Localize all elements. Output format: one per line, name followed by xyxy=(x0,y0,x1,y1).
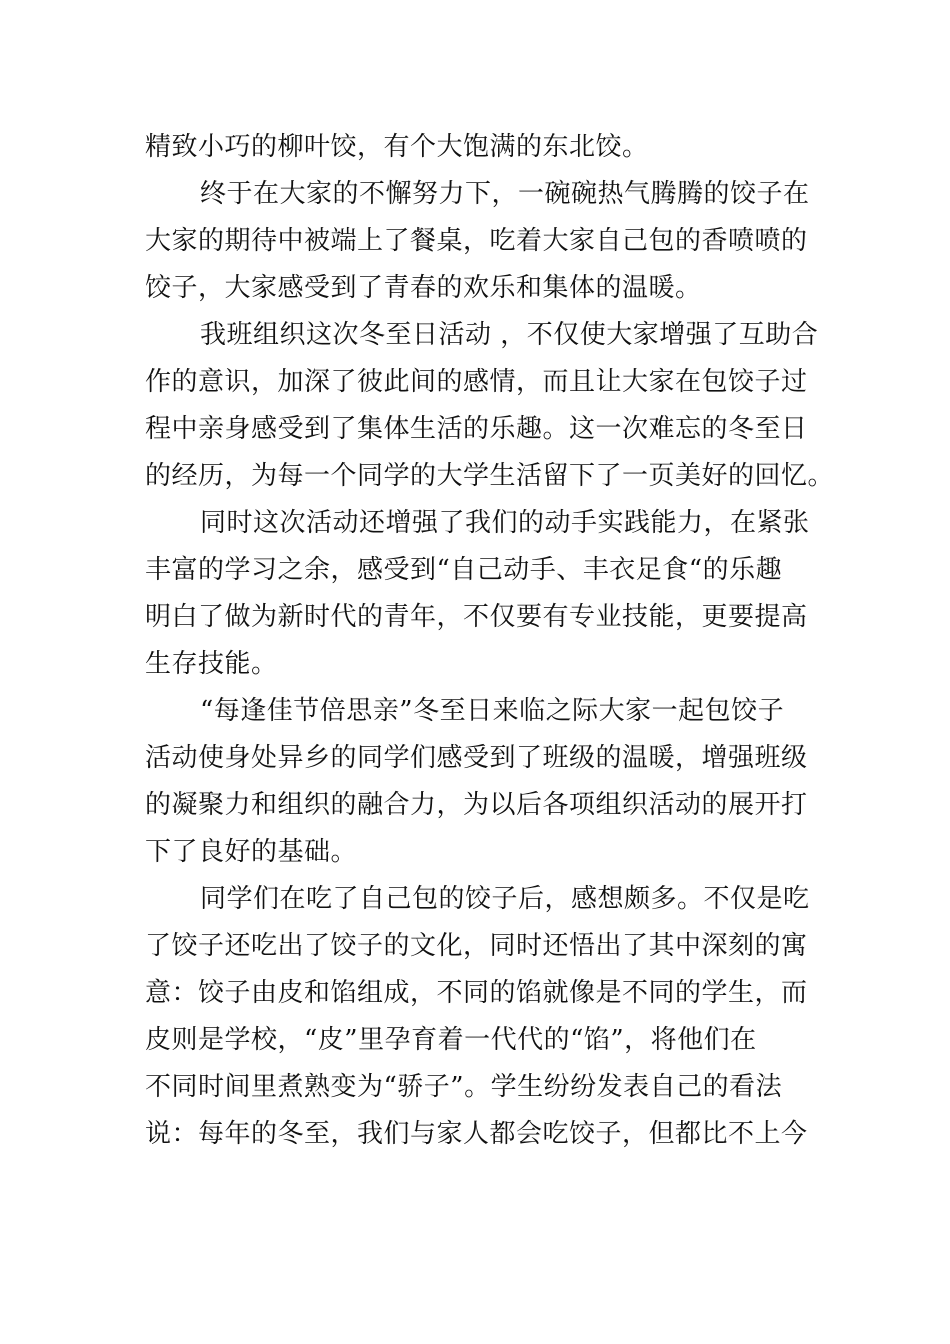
text-line: 生存技能。 xyxy=(145,649,278,679)
text-line: 的凝聚力和组织的融合力，为以后各项组织活动的展开打 xyxy=(145,790,808,820)
paragraph-start-line: 同学们在吃了自己包的饺子后，感想颇多。不仅是吃 xyxy=(200,884,810,914)
text-line: 的经历，为每一个同学的大学生活留下了一页美好的回忆。 xyxy=(145,461,835,491)
text-line: 活动使身处异乡的同学们感受到了班级的温暖，增强班级 xyxy=(145,743,808,773)
text-line: 大家的期待中被端上了餐桌，吃着大家自己包的香喷喷的 xyxy=(145,226,808,256)
text-line: 作的意识，加深了彼此间的感情，而且让大家在包饺子过 xyxy=(145,367,808,397)
paragraph-start-line: “每逢佳节倍思亲”冬至日来临之际大家一起包饺子 xyxy=(200,696,785,726)
paragraph-start-line: 同时这次活动还增强了我们的动手实践能力，在紧张 xyxy=(200,508,810,538)
text-line: 皮则是学校，“皮”里孕育着一代代的“馅”，将他们在 xyxy=(145,1025,757,1055)
paragraph-start-line: 我班组织这次冬至日活动 ，不仅使大家增强了互助合 xyxy=(200,320,819,350)
text-line: 说：每年的冬至，我们与家人都会吃饺子，但都比不上今 xyxy=(145,1119,808,1149)
text-line: 明白了做为新时代的青年，不仅要有专业技能，更要提高 xyxy=(145,602,808,632)
document-body xyxy=(145,124,835,1158)
text-line: 饺子，大家感受到了青春的欢乐和集体的温暖。 xyxy=(145,273,702,303)
text-line: 了饺子还吃出了饺子的文化，同时还悟出了其中深刻的寓 xyxy=(145,931,808,961)
text-line: 不同时间里煮熟变为“骄子”。学生纷纷发表自己的看法 xyxy=(145,1072,783,1102)
text-line: 程中亲身感受到了集体生活的乐趣。这一次难忘的冬至日 xyxy=(145,414,808,444)
text-line: 意：饺子由皮和馅组成，不同的馅就像是不同的学生，而 xyxy=(145,978,808,1008)
text-line: 下了良好的基础。 xyxy=(145,837,358,867)
text-line: 精致小巧的柳叶饺，有个大饱满的东北饺。 xyxy=(145,132,649,162)
paragraph-start-line: 终于在大家的不懈努力下，一碗碗热气腾腾的饺子在 xyxy=(200,179,810,209)
text-line: 丰富的学习之余，感受到“自己动手、丰衣足食“的乐趣 xyxy=(145,555,783,585)
